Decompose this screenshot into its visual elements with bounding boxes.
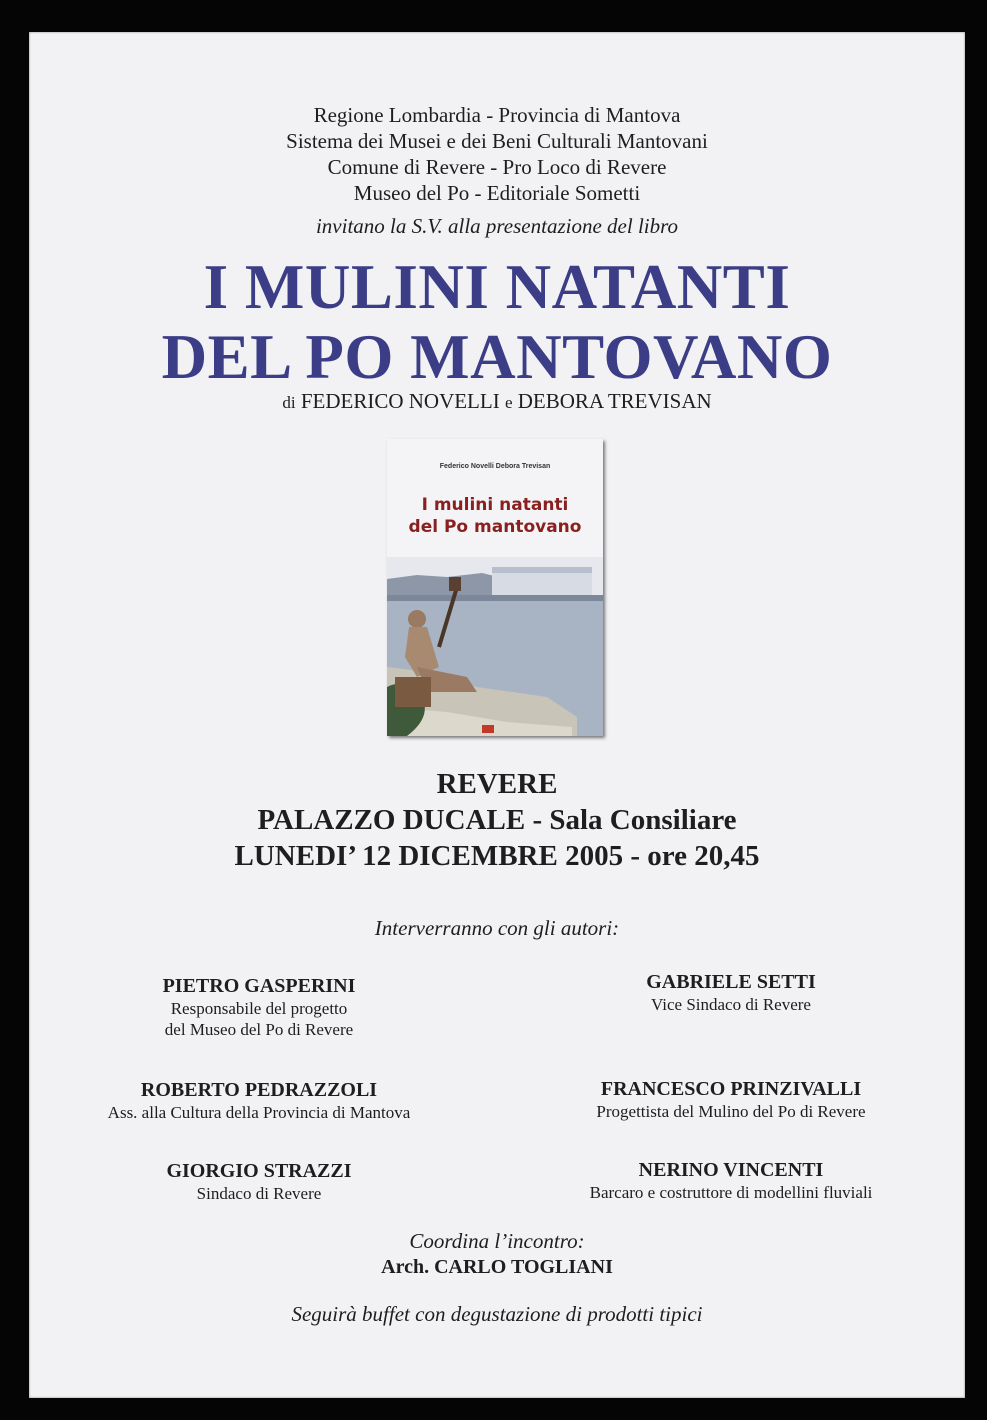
coordinator-name: Arch. CARLO TOGLIANI — [381, 1256, 613, 1278]
speaker-card — [69, 1078, 449, 1123]
cover-title-line-1: I mulini natanti — [421, 495, 569, 515]
book-cover-image — [387, 439, 603, 736]
cover-title-line-2: del Po mantovano — [408, 517, 582, 537]
speaker-name: NERINO VINCENTI — [638, 1159, 824, 1181]
cover-title — [387, 494, 603, 538]
speaker-name: PIETRO GASPERINI — [162, 975, 356, 997]
speaker-name: GABRIELE SETTI — [646, 971, 816, 993]
organizer-line: Comune di Revere - Pro Loco di Revere — [327, 155, 667, 179]
speaker-role: Responsabile del progetto — [170, 999, 348, 1018]
author-1: FEDERICO NOVELLI — [300, 389, 500, 413]
speaker-role: Progettista del Mulino del Po di Revere — [596, 1102, 866, 1121]
speaker-card — [69, 974, 449, 1040]
cover-illustration — [387, 557, 603, 736]
authors-prefix: di — [282, 393, 296, 412]
speaker-role: Barcaro e costruttore di modellini fluviali — [589, 1183, 873, 1202]
authors-line — [29, 389, 965, 414]
cover-authors: Federico Novelli Debora Trevisan — [439, 463, 551, 470]
speaker-role: Sindaco di Revere — [196, 1184, 322, 1203]
venue-block — [29, 766, 965, 874]
book-title — [29, 252, 965, 392]
authors-connector: e — [504, 393, 513, 412]
speaker-role: Vice Sindaco di Revere — [651, 995, 811, 1014]
speaker-name: FRANCESCO PRINZIVALLI — [600, 1078, 862, 1100]
speaker-card — [69, 1159, 449, 1204]
buffet-note: Seguirà buffet con degustazione di prodotti tipici — [291, 1302, 703, 1326]
organizer-line: Sistema dei Musei e dei Beni Culturali Mantovani — [286, 129, 708, 153]
speaker-card — [541, 1158, 921, 1203]
organizers-block — [29, 102, 965, 206]
coordinator-label: Coordina l’incontro: — [409, 1229, 585, 1253]
speaker-role: del Museo del Po di Revere — [164, 1020, 354, 1039]
organizer-line: Museo del Po - Editoriale Sometti — [353, 181, 641, 205]
organizer-line: Regione Lombardia - Provincia di Mantova — [313, 103, 681, 127]
author-2: DEBORA TREVISAN — [517, 389, 712, 413]
speaker-card — [541, 1077, 921, 1122]
title-line-2: DEL PO MANTOVANO — [161, 322, 833, 392]
invite-text: invitano la S.V. alla presentazione del libro — [315, 214, 679, 238]
venue-town: REVERE — [436, 768, 558, 800]
speaker-name: ROBERTO PEDRAZZOLI — [140, 1079, 378, 1101]
speakers-intro: Interverranno con gli autori: — [374, 916, 620, 940]
poster-sheet — [29, 32, 965, 1398]
venue-place: PALAZZO DUCALE - Sala Consiliare — [257, 804, 737, 836]
speaker-card — [541, 970, 921, 1015]
speaker-name: GIORGIO STRAZZI — [166, 1160, 352, 1182]
speaker-role: Ass. alla Cultura della Provincia di Mantova — [107, 1103, 411, 1122]
venue-date: LUNEDI’ 12 DICEMBRE 2005 - ore 20,45 — [234, 840, 760, 872]
title-line-1: I MULINI NATANTI — [203, 252, 791, 322]
